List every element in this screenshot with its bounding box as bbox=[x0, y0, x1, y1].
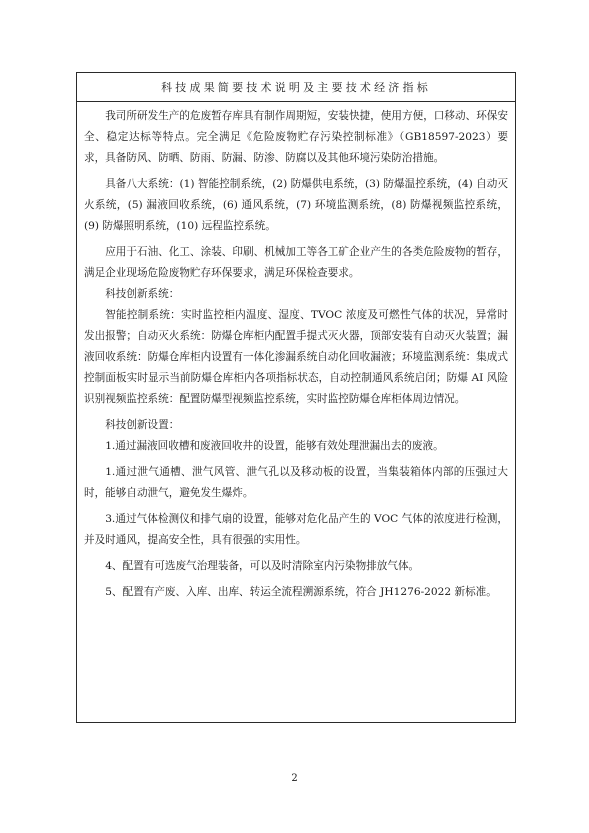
table-body bbox=[77, 102, 515, 603]
eight-systems-paragraph: 具备八大系统：(1) 智能控制系统，(2) 防爆供电系统，(3) 防爆温控系统，(4) 自动灭火系统，(5) 漏液回收系统，(6) 通风系统，(7) 环境监测系统，(8) 防爆视频监控系统，(9) 防爆照明系统，(10) 远程监控系统。 bbox=[84, 178, 508, 232]
innovation-system-heading: 科技创新系统： bbox=[105, 288, 180, 300]
setting-item-3: 3.通过气体检测仪和排气扇的设置，能够对危化品产生的 VOC 气体的浓度进行检测，并及时通风，提高安全性，具有很强的实用性。 bbox=[84, 513, 508, 546]
document-table bbox=[76, 72, 516, 723]
setting-item-5: 5、配置有产废、入库、出库、转运全流程溯源系统，符合 JH1276-2022 新标准。 bbox=[105, 586, 497, 598]
application-paragraph: 应用于石油、化工、涂装、印刷、机械加工等各工矿企业产生的各类危险废物的暂存，满足企业现场危险废物贮存环保要求，满足环保检查要求。 bbox=[84, 246, 508, 279]
innovation-system-paragraph: 智能控制系统：实时监控柜内温度、湿度、TVOC 浓度及可燃性气体的状况，异常时发出报警；自动灭火系统：防爆仓库柜内配置手提式灭火器，顶部安装有自动灭火装置；漏液回收系统：防爆仓库柜内设置有一体化渗漏系统自动化回收漏液；环境监测系统：集成式控制面板实时显示当前防爆仓库柜内各项指标状态，自动控制通风系统启闭；防爆 AI 风险识别视频监控系统：配置防爆型视频监控系统，实时监控防爆仓库柜体周边情况。 bbox=[84, 309, 508, 405]
setting-item-1: 1.通过漏液回收槽和废液回收井的设置，能够有效处理泄漏出去的废液。 bbox=[105, 440, 444, 452]
innovation-setting-heading: 科技创新设置： bbox=[105, 419, 180, 431]
intro-paragraph: 我司所研发生产的危废暂存库具有制作周期短，安装快捷，使用方便，口移动、环保安全、稳定达标等特点。完全满足《危险废物贮存污染控制标准》（GB18597-2023）要求，具备防风、防晒、防雨、防漏、防渗、防腐以及其他环境污染防治措施。 bbox=[84, 110, 508, 164]
table-header-title: 科技成果简要技术说明及主要技术经济指标 bbox=[77, 73, 515, 102]
setting-item-4: 4、配置有可选废气治理装备，可以及时清除室内污染物排放气体。 bbox=[105, 560, 420, 572]
setting-item-2: 1.通过泄气通槽、泄气风管、泄气孔以及移动板的设置，当集装箱体内部的压强过大时，能够自动泄气，避免发生爆炸。 bbox=[84, 466, 508, 499]
page-number: 2 bbox=[291, 773, 298, 784]
